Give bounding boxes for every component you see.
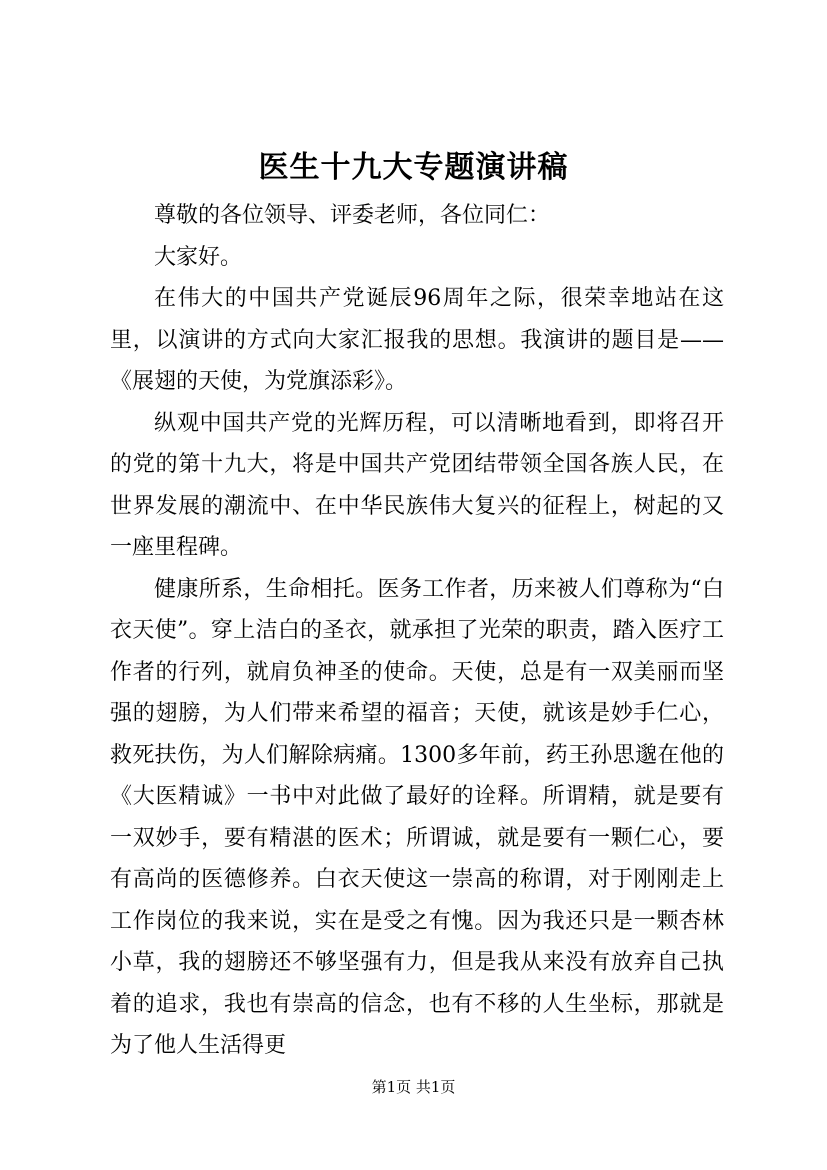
body-paragraph: 纵观中国共产党的光辉历程，可以清晰地看到，即将召开的党的第十九大，将是中国共产党团结带领全国各族人民，在世界发展的潮流中、在中华民族伟大复兴的征程上，树起的又一座里程碑。 [110,410,724,560]
greeting-paragraph: 大家好。 [154,244,243,270]
document-title: 医生十九大专题演讲稿 [258,150,569,185]
body-paragraph: 在伟大的中国共产党诞辰96周年之际，很荣幸地站在这里，以演讲的方式向大家汇报我的思想。我演讲的题目是——《展翅的天使，为党旗添彩》。 [110,286,724,394]
salutation-paragraph: 尊敬的各位领导、评委老师，各位同仁： [154,203,551,228]
body-paragraph: 健康所系，生命相托。医务工作者，历来被人们尊称为“白衣天使”。穿上洁白的圣衣，就承担了光荣的职责，踏入医疗工作者的行列，就肩负神圣的使命。天使，总是有一双美丽而坚强的翅膀，为人们带来希望的福音；天使，就该是妙手仁心，救死扶伤，为人们解除病痛。1300多年前，药王孙思邈在他的《大医精诚》一书中对此做了最好的诠释。所谓精，就是要有一双妙手，要有精湛的医术；所谓诚，就是要有一颗仁心，要有高尚的医德修养。白衣天使这一崇高的称谓，对于刚刚走上工作岗位的我来说，实在是受之有愧。因为我还只是一颗杏林小草，我的翅膀还不够坚强有力，但是我从来没有放弃自己执着的追求，我也有崇高的信念，也有不移的人生坐标，那就是为了他人生活得更 [110,576,724,1058]
page-footer: 第1页 共1页 [371,1078,456,1096]
document-body [110,195,724,1067]
